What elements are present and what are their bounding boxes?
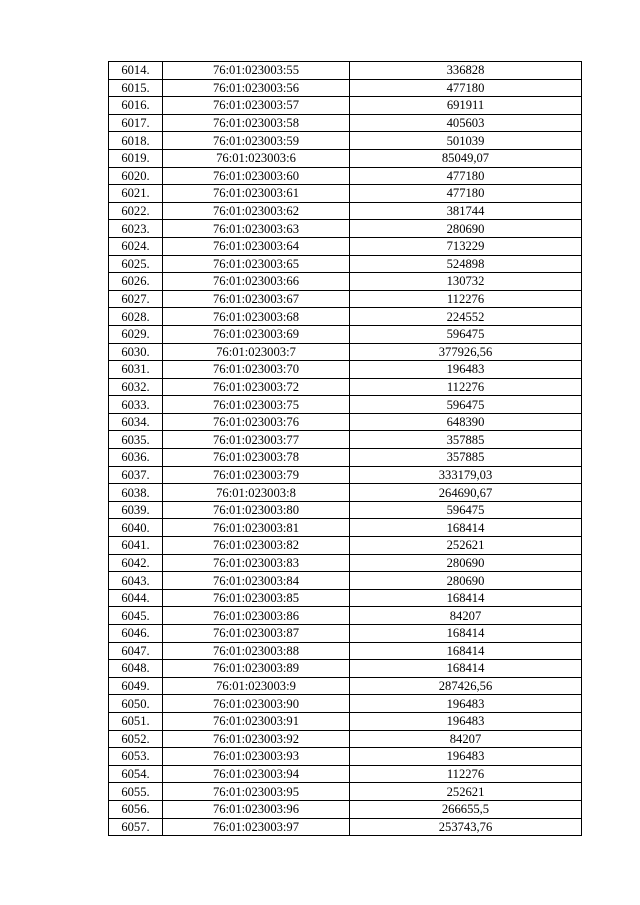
table-row [109,413,582,431]
table-row [109,343,582,361]
row-number-cell: 6032. [109,378,163,396]
table-row [109,730,582,748]
row-number-cell: 6054. [109,765,163,783]
cadastral-number-cell: 76:01:023003:77 [163,431,350,449]
cadastral-value-cell: 280690 [350,220,582,238]
row-number-cell: 6023. [109,220,163,238]
table-row [109,607,582,625]
row-number-cell: 6042. [109,554,163,572]
cadastral-number-cell: 76:01:023003:70 [163,361,350,379]
cadastral-value-cell: 477180 [350,185,582,203]
table-row [109,62,582,80]
cadastral-number-cell: 76:01:023003:59 [163,132,350,150]
table-row [109,114,582,132]
cadastral-value-cell: 168414 [350,589,582,607]
table-row [109,149,582,167]
row-number-cell: 6016. [109,97,163,115]
cadastral-value-cell: 224552 [350,308,582,326]
cadastral-number-cell: 76:01:023003:75 [163,396,350,414]
cadastral-value-cell: 357885 [350,431,582,449]
row-number-cell: 6022. [109,202,163,220]
row-number-cell: 6034. [109,413,163,431]
table-row [109,660,582,678]
table-row [109,625,582,643]
table-row [109,501,582,519]
row-number-cell: 6030. [109,343,163,361]
cadastral-value-cell: 333179,03 [350,466,582,484]
cadastral-number-cell: 76:01:023003:88 [163,642,350,660]
cadastral-value-cell: 280690 [350,572,582,590]
cadastral-value-cell: 168414 [350,660,582,678]
table-row [109,220,582,238]
cadastral-value-cell: 196483 [350,712,582,730]
cadastral-number-cell: 76:01:023003:65 [163,255,350,273]
cadastral-number-cell: 76:01:023003:95 [163,783,350,801]
cadastral-value-cell: 381744 [350,202,582,220]
table-row [109,396,582,414]
cadastral-number-cell: 76:01:023003:89 [163,660,350,678]
table-row [109,255,582,273]
cadastral-value-cell: 196483 [350,748,582,766]
table-row [109,273,582,291]
cadastral-value-cell: 501039 [350,132,582,150]
cadastral-value-cell: 196483 [350,361,582,379]
cadastral-number-cell: 76:01:023003:93 [163,748,350,766]
row-number-cell: 6050. [109,695,163,713]
cadastral-value-cell: 84207 [350,730,582,748]
table-row [109,237,582,255]
cadastral-number-cell: 76:01:023003:90 [163,695,350,713]
cadastral-number-cell: 76:01:023003:85 [163,589,350,607]
cadastral-number-cell: 76:01:023003:94 [163,765,350,783]
cadastral-number-cell: 76:01:023003:61 [163,185,350,203]
row-number-cell: 6044. [109,589,163,607]
row-number-cell: 6043. [109,572,163,590]
cadastral-value-cell: 112276 [350,378,582,396]
cadastral-number-cell: 76:01:023003:7 [163,343,350,361]
table-row [109,484,582,502]
table-row [109,800,582,818]
cadastral-value-cell: 596475 [350,396,582,414]
cadastral-number-cell: 76:01:023003:8 [163,484,350,502]
cadastral-number-cell: 76:01:023003:56 [163,79,350,97]
cadastral-value-cell: 287426,56 [350,677,582,695]
cadastral-number-cell: 76:01:023003:86 [163,607,350,625]
row-number-cell: 6014. [109,62,163,80]
cadastral-value-cell: 252621 [350,783,582,801]
row-number-cell: 6051. [109,712,163,730]
cadastral-value-cell: 264690,67 [350,484,582,502]
table-row [109,554,582,572]
table-row [109,783,582,801]
row-number-cell: 6056. [109,800,163,818]
cadastral-number-cell: 76:01:023003:60 [163,167,350,185]
table-row [109,748,582,766]
cadastral-value-table [108,61,582,836]
cadastral-number-cell: 76:01:023003:97 [163,818,350,836]
row-number-cell: 6040. [109,519,163,537]
table-row [109,325,582,343]
cadastral-value-cell: 266655,5 [350,800,582,818]
row-number-cell: 6038. [109,484,163,502]
row-number-cell: 6035. [109,431,163,449]
table-row [109,677,582,695]
table-row [109,185,582,203]
cadastral-value-cell: 357885 [350,449,582,467]
cadastral-number-cell: 76:01:023003:80 [163,501,350,519]
row-number-cell: 6036. [109,449,163,467]
cadastral-number-cell: 76:01:023003:57 [163,97,350,115]
cadastral-number-cell: 76:01:023003:87 [163,625,350,643]
table-row [109,818,582,836]
cadastral-number-cell: 76:01:023003:82 [163,537,350,555]
cadastral-number-cell: 76:01:023003:84 [163,572,350,590]
row-number-cell: 6052. [109,730,163,748]
row-number-cell: 6047. [109,642,163,660]
cadastral-value-cell: 596475 [350,325,582,343]
cadastral-value-cell: 253743,76 [350,818,582,836]
row-number-cell: 6025. [109,255,163,273]
row-number-cell: 6029. [109,325,163,343]
cadastral-number-cell: 76:01:023003:92 [163,730,350,748]
table-row [109,449,582,467]
row-number-cell: 6045. [109,607,163,625]
cadastral-value-cell: 405603 [350,114,582,132]
row-number-cell: 6033. [109,396,163,414]
row-number-cell: 6026. [109,273,163,291]
cadastral-value-cell: 596475 [350,501,582,519]
cadastral-number-cell: 76:01:023003:76 [163,413,350,431]
row-number-cell: 6031. [109,361,163,379]
row-number-cell: 6018. [109,132,163,150]
table-row [109,308,582,326]
cadastral-value-cell: 112276 [350,765,582,783]
cadastral-value-cell: 280690 [350,554,582,572]
row-number-cell: 6046. [109,625,163,643]
cadastral-number-cell: 76:01:023003:91 [163,712,350,730]
row-number-cell: 6039. [109,501,163,519]
cadastral-number-cell: 76:01:023003:68 [163,308,350,326]
table-row [109,79,582,97]
cadastral-number-cell: 76:01:023003:64 [163,237,350,255]
row-number-cell: 6028. [109,308,163,326]
table-row [109,97,582,115]
cadastral-number-cell: 76:01:023003:81 [163,519,350,537]
cadastral-value-cell: 168414 [350,625,582,643]
table-row [109,431,582,449]
cadastral-value-cell: 252621 [350,537,582,555]
cadastral-number-cell: 76:01:023003:69 [163,325,350,343]
cadastral-number-cell: 76:01:023003:96 [163,800,350,818]
table-body [109,62,582,836]
row-number-cell: 6021. [109,185,163,203]
cadastral-value-cell: 130732 [350,273,582,291]
table-row [109,712,582,730]
row-number-cell: 6020. [109,167,163,185]
row-number-cell: 6048. [109,660,163,678]
cadastral-value-cell: 85049,07 [350,149,582,167]
table-row [109,378,582,396]
cadastral-value-cell: 477180 [350,79,582,97]
cadastral-number-cell: 76:01:023003:78 [163,449,350,467]
cadastral-number-cell: 76:01:023003:6 [163,149,350,167]
cadastral-number-cell: 76:01:023003:83 [163,554,350,572]
cadastral-number-cell: 76:01:023003:67 [163,290,350,308]
cadastral-number-cell: 76:01:023003:62 [163,202,350,220]
table-row [109,132,582,150]
table-row [109,519,582,537]
cadastral-value-cell: 377926,56 [350,343,582,361]
row-number-cell: 6019. [109,149,163,167]
cadastral-value-cell: 168414 [350,519,582,537]
row-number-cell: 6037. [109,466,163,484]
row-number-cell: 6024. [109,237,163,255]
table-row [109,695,582,713]
row-number-cell: 6015. [109,79,163,97]
cadastral-value-cell: 84207 [350,607,582,625]
cadastral-value-cell: 524898 [350,255,582,273]
row-number-cell: 6017. [109,114,163,132]
cadastral-number-cell: 76:01:023003:66 [163,273,350,291]
cadastral-value-cell: 648390 [350,413,582,431]
cadastral-value-cell: 477180 [350,167,582,185]
table-row [109,642,582,660]
cadastral-value-cell: 112276 [350,290,582,308]
cadastral-number-cell: 76:01:023003:55 [163,62,350,80]
cadastral-value-cell: 336828 [350,62,582,80]
table-row [109,466,582,484]
table-row [109,290,582,308]
cadastral-number-cell: 76:01:023003:9 [163,677,350,695]
cadastral-value-cell: 196483 [350,695,582,713]
cadastral-number-cell: 76:01:023003:58 [163,114,350,132]
table-row [109,537,582,555]
row-number-cell: 6057. [109,818,163,836]
row-number-cell: 6027. [109,290,163,308]
table-row [109,765,582,783]
row-number-cell: 6055. [109,783,163,801]
table-row [109,361,582,379]
row-number-cell: 6041. [109,537,163,555]
cadastral-value-cell: 168414 [350,642,582,660]
table-row [109,589,582,607]
cadastral-value-cell: 691911 [350,97,582,115]
table-row [109,202,582,220]
row-number-cell: 6049. [109,677,163,695]
table-row [109,167,582,185]
row-number-cell: 6053. [109,748,163,766]
cadastral-value-cell: 713229 [350,237,582,255]
table-row [109,572,582,590]
cadastral-number-cell: 76:01:023003:72 [163,378,350,396]
cadastral-number-cell: 76:01:023003:79 [163,466,350,484]
cadastral-number-cell: 76:01:023003:63 [163,220,350,238]
